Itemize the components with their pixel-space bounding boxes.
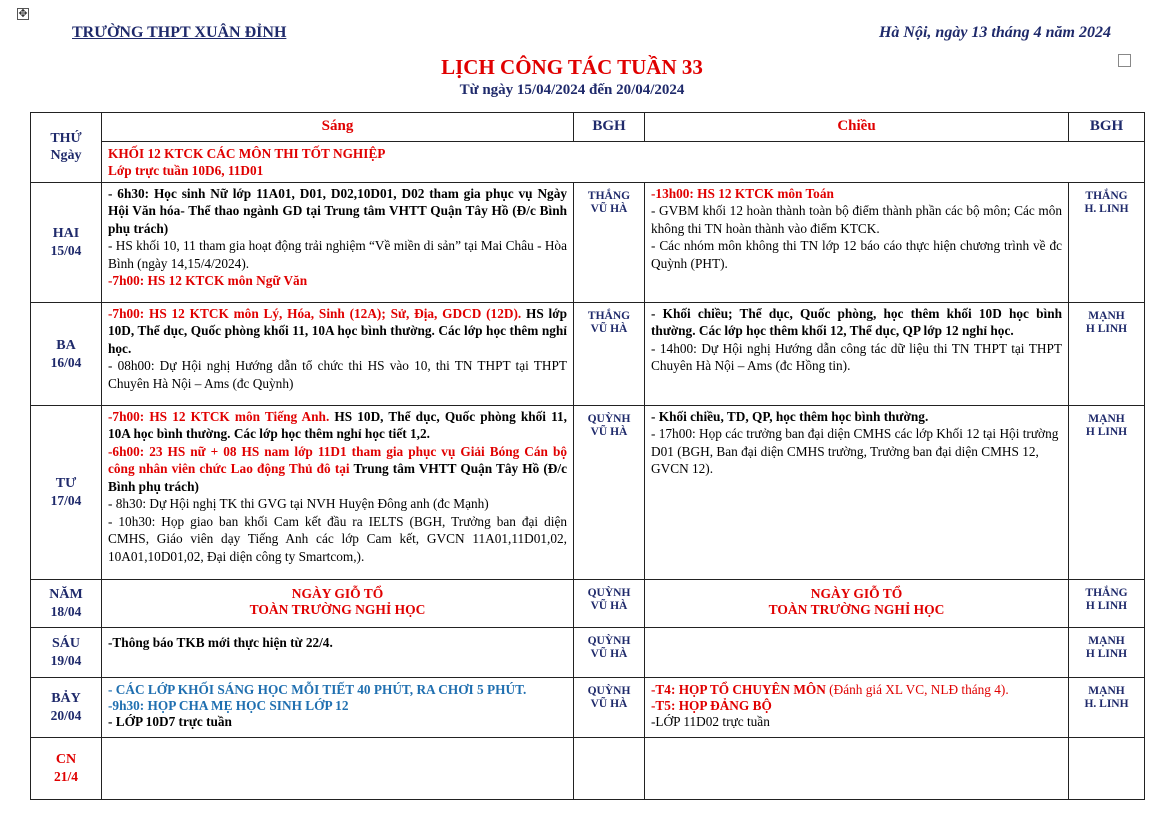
event-text: - 6h30: Học sinh Nữ lớp 11A01, D01, D02,10D01, D02 tham gia phục vụ Ngày Hội Văn hóa- Thể thao ngành GD tại Trung tâm VHTT Quận Tây Hồ (Đ/c Bình phụ trách) xyxy=(108,185,567,236)
day-name: BA xyxy=(56,337,76,353)
event-text: -LỚP 11D02 trực tuần xyxy=(651,713,770,729)
event-text: -T4: HỌP TỔ CHUYÊN MÔN xyxy=(651,681,826,697)
event-text: Trung tâm VHTT Quận Tây Hồ (Đ/c Bình phụ trách) xyxy=(108,461,568,494)
bgh-cell xyxy=(574,302,645,405)
table-row xyxy=(31,579,1145,627)
event-text: - 10h30: Họp giao ban khối Cam kết đầu ra IELTS (BGH, Trưởng ban đại diện CMHS, Giáo viên dạy Tiếng Anh các lớp Cam kết, GVCN 11A01,11D01,02, 10A01,10D01,02, Đại diện công ty Smartcom,). xyxy=(108,513,567,564)
school-name: TRƯỜNG THPT XUÂN ĐỈNH xyxy=(72,24,287,41)
bgh-cell xyxy=(1069,405,1145,579)
bgh-name: QUỲNH xyxy=(587,684,631,697)
morning-cell xyxy=(102,579,574,627)
day-cell xyxy=(31,182,102,302)
event-text: -9h30: HỌP CHA MẸ HỌC SINH LỚP 12 xyxy=(108,697,349,713)
bgh-name: H LINH xyxy=(1085,599,1128,612)
bgh-name: MẠNH xyxy=(1088,412,1125,425)
holiday-text: NGÀY GIỖ TỔ xyxy=(291,585,384,601)
day-date: 15/04 xyxy=(50,243,82,258)
morning-cell xyxy=(102,182,574,302)
morning-cell xyxy=(102,737,574,799)
day-date: 18/04 xyxy=(50,604,82,619)
bgh-name: H LINH xyxy=(1085,425,1128,438)
bgh-cell xyxy=(1069,737,1145,799)
bgh-cell xyxy=(574,627,645,677)
bgh-name: VŨ HÀ xyxy=(590,647,628,660)
notice-cell xyxy=(102,141,1145,182)
header-row xyxy=(31,113,1145,142)
bgh-name: QUỲNH xyxy=(587,586,631,599)
event-text: HS lớp 10D, Thể dục, Quốc phòng khối 11, 10A học bình thường. Các lớp học thêm nghỉ học. xyxy=(108,305,567,356)
bgh-cell xyxy=(1069,677,1145,737)
day-date: 20/04 xyxy=(50,708,82,723)
table-row xyxy=(31,677,1145,737)
holiday-text: TOÀN TRƯỜNG NGHỈ HỌC xyxy=(249,601,426,617)
bgh-name: H LINH xyxy=(1085,322,1128,335)
morning-cell xyxy=(102,677,574,737)
notice-line-1: KHỐI 12 KTCK CÁC MÔN THI TỐT NGHIỆP xyxy=(108,145,386,161)
afternoon-cell xyxy=(645,405,1069,579)
bgh-name: MẠNH xyxy=(1088,309,1125,322)
day-cell xyxy=(31,737,102,799)
event-text: - HS khối 10, 11 tham gia hoạt động trải nghiệm “Về miền di sản” tại Mai Châu - Hòa Bình (ngày 14,15/4/2024). xyxy=(108,238,567,271)
table-row xyxy=(31,627,1145,677)
notice-row xyxy=(31,141,1145,182)
event-text: - Khối chiều; Thể dục, Quốc phòng, học thêm khối 10D học bình thường. Các lớp học thêm khối 12, Thể dục, QP lớp 12 nghỉ học. xyxy=(651,305,1062,338)
event-text: -T5: HỌP ĐẢNG BỘ xyxy=(651,697,772,713)
day-cell xyxy=(31,677,102,737)
event-text: - 8h30: Dự Hội nghị TK thi GVG tại NVH Huyện Đông anh (đc Mạnh) xyxy=(108,496,489,511)
day-cell xyxy=(31,579,102,627)
event-text: -Thông báo TKB mới thực hiện từ 22/4. xyxy=(108,634,333,650)
header-bgh-morning: BGH xyxy=(574,113,645,142)
day-date: 17/04 xyxy=(50,493,82,508)
bgh-name: THẮNG xyxy=(1085,189,1128,202)
day-name: SÁU xyxy=(51,636,80,651)
event-text: (Đánh giá XL VC, NLĐ tháng 4). xyxy=(825,681,1009,697)
bgh-cell xyxy=(1069,627,1145,677)
event-text: - 08h00: Dự Hội nghị Hướng dẫn tổ chức thi HS vào 10, thi TN THPT tại THPT Chuyên Hà Nội – Ams (đc Quỳnh) xyxy=(108,358,567,391)
bgh-name: VŨ HÀ xyxy=(590,697,628,710)
event-text: - 17h00: Họp các trưởng ban đại diện CMHS các lớp Khối 12 tại Hội trường D01 (BGH, Ban đại diện CMHS trường, Trưởng ban đại diện CMHS 12, GVCN 12). xyxy=(651,426,1059,476)
morning-cell xyxy=(102,627,574,677)
afternoon-cell xyxy=(645,737,1069,799)
day-name: TƯ xyxy=(55,476,77,491)
bgh-name: QUỲNH xyxy=(587,412,631,425)
event-text: -7h00: HS 12 KTCK môn Tiếng Anh. xyxy=(108,408,330,424)
bgh-name: VŨ HÀ xyxy=(590,322,628,335)
bgh-name: QUỲNH xyxy=(587,634,631,647)
event-text: - GVBM khối 12 hoàn thành toàn bộ điểm thành phần các bộ môn; Các môn không thi TN hoàn thành vào điểm KTCK. xyxy=(651,203,1062,236)
header-bgh-afternoon: BGH xyxy=(1069,113,1145,142)
day-name: HAI xyxy=(52,226,80,241)
schedule-table xyxy=(30,112,1145,800)
event-text: - Khối chiều, TD, QP, học thêm học bình thường. xyxy=(651,408,929,424)
header-ngay: Ngày xyxy=(50,148,82,164)
page-title: LỊCH CÔNG TÁC TUẦN 33 xyxy=(441,55,703,79)
event-text: -7h00: HS 12 KTCK môn Lý, Hóa, Sinh (12A); Sử, Địa, GDCD (12D). xyxy=(108,305,522,321)
bgh-name: THẮNG xyxy=(587,309,631,322)
day-name: CN xyxy=(55,752,77,767)
event-text: - LỚP 10D7 trực tuần xyxy=(108,713,232,729)
event-text: - 14h00: Dự Hội nghị Hướng dẫn công tác dữ liệu thi TN THPT tại THPT Chuyên Hà Nội – Ams (đc Hồng tin). xyxy=(651,340,1062,373)
bgh-name: VŨ HÀ xyxy=(590,202,628,215)
bgh-cell xyxy=(574,579,645,627)
bgh-cell xyxy=(574,737,645,799)
bgh-cell xyxy=(1069,302,1145,405)
header-sang: Sáng xyxy=(102,113,574,142)
event-text: - Các nhóm môn không thi TN lớp 12 báo cáo thực hiện chương trình về đc Quỳnh (PHT). xyxy=(651,238,1062,271)
table-move-icon[interactable]: ✥ xyxy=(18,7,28,20)
header-thu: THỨ xyxy=(50,131,82,147)
bgh-cell xyxy=(574,677,645,737)
day-cell xyxy=(31,405,102,579)
table-row xyxy=(31,737,1145,799)
bgh-name: VŨ HÀ xyxy=(590,425,628,438)
holiday-text: NGÀY GIỖ TỔ xyxy=(810,585,903,601)
header-day xyxy=(31,113,102,183)
day-name: BẢY xyxy=(51,691,81,706)
day-date: 21/4 xyxy=(53,769,78,784)
notice-line-2: Lớp trực tuần 10D6, 11D01 xyxy=(108,163,264,178)
bgh-cell xyxy=(1069,579,1145,627)
bgh-name: H. LINH xyxy=(1084,202,1129,215)
day-date: 16/04 xyxy=(50,354,82,370)
date-line: Hà Nội, ngày 13 tháng 4 năm 2024 xyxy=(878,24,1111,41)
day-cell xyxy=(31,302,102,405)
holiday-text: TOÀN TRƯỜNG NGHỈ HỌC xyxy=(768,601,945,617)
table-row xyxy=(31,405,1145,579)
event-text: -6h00: 23 HS nữ + 08 HS nam lớp 11D1 tham gia phục vụ Giải Bóng Cán bộ công nhân viên chức Lao động Thủ đô tại xyxy=(108,443,567,476)
afternoon-cell xyxy=(645,182,1069,302)
event-text: HS 10D, Thể dục, Quốc phòng khối 11, 10A học bình thường. Các lớp học thêm nghỉ học tiết 1,2. xyxy=(108,408,567,441)
header-chieu: Chiều xyxy=(645,113,1069,142)
bgh-name: H LINH xyxy=(1085,647,1128,660)
bgh-cell xyxy=(1069,182,1145,302)
event-text: -7h00: HS 12 KTCK môn Ngữ Văn xyxy=(108,273,308,288)
bgh-name: THẮNG xyxy=(1085,586,1128,599)
event-text: -13h00: HS 12 KTCK môn Toán xyxy=(651,185,834,201)
day-cell xyxy=(31,627,102,677)
day-name: NĂM xyxy=(49,587,83,602)
bgh-cell xyxy=(574,405,645,579)
table-row xyxy=(31,302,1145,405)
table-row xyxy=(31,182,1145,302)
morning-cell xyxy=(102,405,574,579)
afternoon-cell xyxy=(645,579,1069,627)
bgh-name: H. LINH xyxy=(1084,697,1129,710)
morning-cell xyxy=(102,302,574,405)
bgh-name: VŨ HÀ xyxy=(590,599,628,612)
day-date: 19/04 xyxy=(50,653,82,668)
event-text: - CÁC LỚP KHỐI SÁNG HỌC MỖI TIẾT 40 PHÚT, RA CHƠI 5 PHÚT. xyxy=(108,681,527,697)
bgh-name: THẮNG xyxy=(587,189,631,202)
afternoon-cell xyxy=(645,627,1069,677)
page-subtitle: Từ ngày 15/04/2024 đến 20/04/2024 xyxy=(459,82,685,98)
afternoon-cell xyxy=(645,677,1069,737)
bgh-name: MẠNH xyxy=(1088,634,1125,647)
afternoon-cell xyxy=(645,302,1069,405)
bgh-name: MẠNH xyxy=(1088,684,1125,697)
bgh-cell xyxy=(574,182,645,302)
